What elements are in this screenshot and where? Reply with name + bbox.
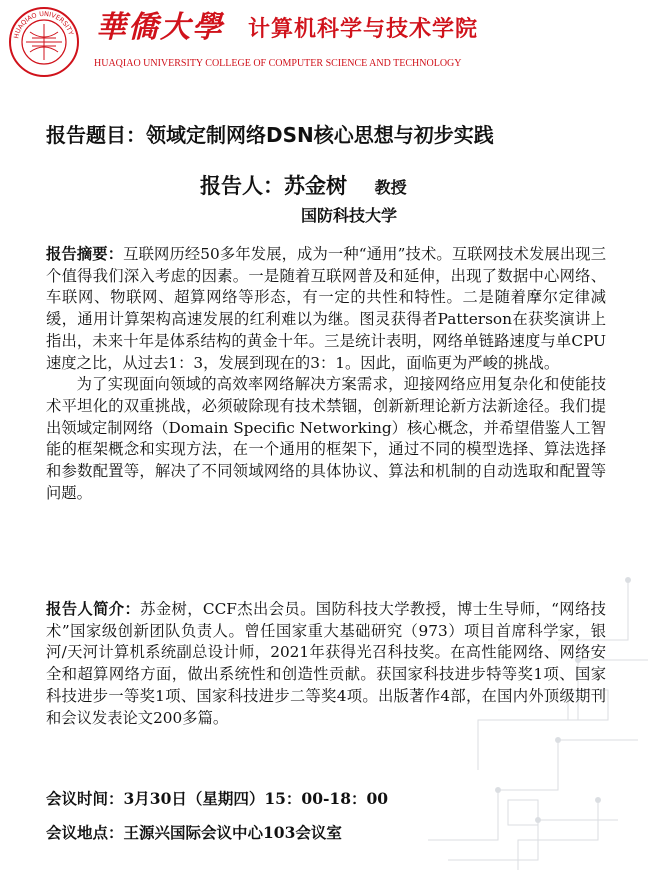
abstract-label: 报告摘要： (46, 245, 124, 263)
bio-label: 报告人简介： (46, 600, 141, 618)
bio-section (46, 599, 606, 729)
speaker-line (200, 170, 407, 200)
abstract-section (46, 244, 606, 504)
college-name-cn: 计算机科学与技术学院 (248, 17, 479, 42)
speaker-name: 报告人：苏金树 (200, 174, 347, 198)
speaker-title: 教授 (374, 178, 407, 197)
university-name-en: HUAQIAO UNIVERSITY COLLEGE OF COMPUTER SCIENCE AND TECHNOLOGY (94, 58, 462, 69)
bio-paragraph (46, 599, 606, 729)
meeting-time: 会议时间：3月30日（星期四）15：00-18：00 (46, 789, 389, 808)
abstract-text-1: 互联网历经50多年发展，成为一种“通用”技术。互联网技术发展出现三个值得我们深入考虑的因素。一是随着互联网普及和延伸，出现了数据中心网络、车联网、物联网、超算网络等形态，有一定的共性和特性。二是随着摩尔定律减缓，通用计算架构高速发展的红利难以为继。图灵获得者Patterson在获奖演讲上指出，未来十年是体系结构的黄金十年。三是统计表明，网络单链路速度与单CPU速度之比，从过去1：3，发展到现在的3：1。因此，面临更为严峻的挑战。 (46, 245, 606, 372)
speaker-affiliation: 国防科技大学 (301, 206, 398, 225)
university-name-cn: 華僑大學 (96, 10, 224, 45)
abstract-paragraph-1 (46, 244, 606, 374)
talk-title: 报告题目：领域定制网络DSN核心思想与初步实践 (46, 123, 494, 147)
university-seal-logo (8, 6, 80, 78)
bio-text: 苏金树，CCF杰出会员。国防科技大学教授，博士生导师，“网络技术”国家级创新团队负责人。曾任国家重大基础研究（973）项目首席科学家，银河/天河计算机系统副总设计师，2021年获得光召科技奖。在高性能网络、网络安全和超算网络方面，做出系统性和创造性贡献。获国家科技进步特等奖1项、国家科技进步一等奖1项、国家科技进步二等奖4项。出版著作4部，在国内外顶级期刊和会议发表论文200多篇。 (46, 600, 606, 727)
meeting-place: 会议地点：王源兴国际会议中心103会议室 (46, 823, 342, 842)
logo-ring-text: HUAQIAO UNIVERSITY (12, 9, 75, 40)
abstract-paragraph-2: 为了实现面向领域的高效率网络解决方案需求，迎接网络应用复杂化和使能技术平坦化的双重挑战，必须破除现有技术禁锢，创新新理论新方法新途径。我们提出领域定制网络（Domain Specific Networking）核心概念，并希望借鉴人工智能的框架概念和实现方法，在一个通用的框架下，通过不同的模型选择、算法选择和参数配置等，解决了不同领域网络的具体协议、算法和机制的自动选取和配置等问题。 (46, 375, 606, 502)
